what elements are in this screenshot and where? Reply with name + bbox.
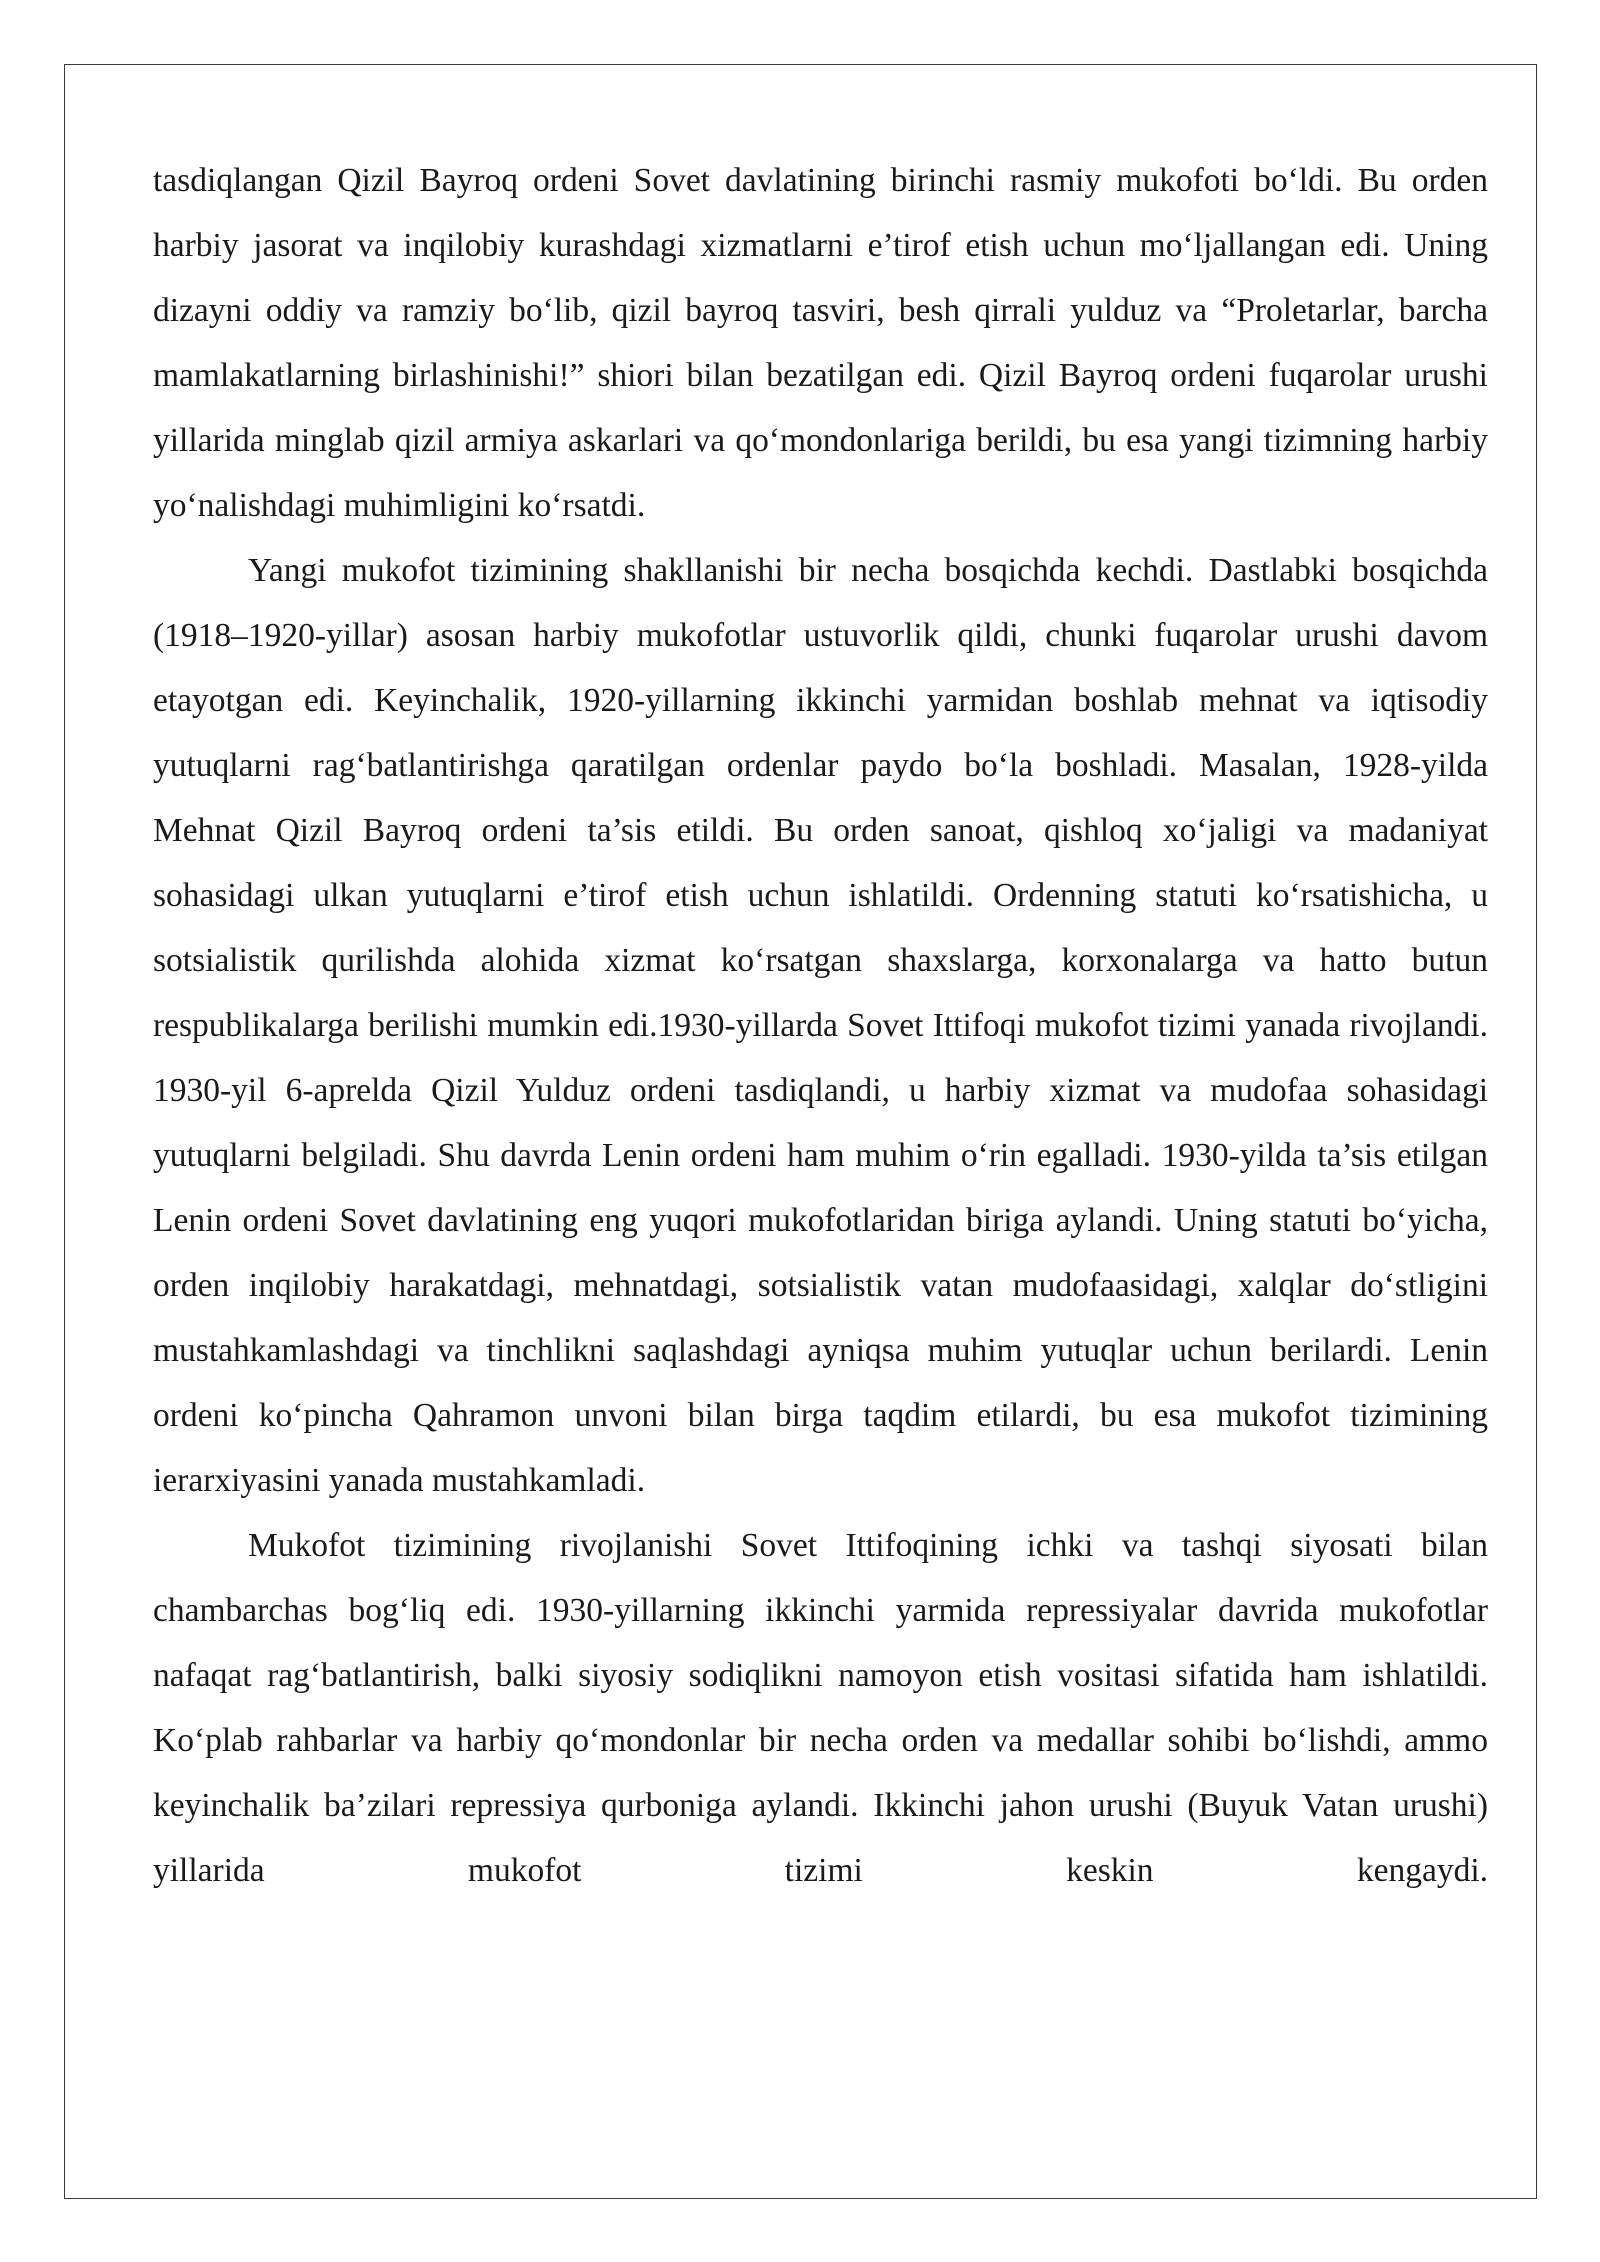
document-body [153,148,1488,1903]
paragraph-3: Mukofot tizimining rivojlanishi Sovet Ittifoqining ichki va tashqi siyosati bilan chambarchas bog‘liq edi. 1930-yillarning ikkinchi yarmida repressiyalar davrida mukofotlar nafaqat rag‘batlantirish, balki siyosiy sodiqlikni namoyon etish vositasi sifatida ham ishlatildi. Ko‘plab rahbarlar va harbiy qo‘mondonlar bir necha orden va medallar sohibi bo‘lishdi, ammo keyinchalik ba’zilari repressiya qurboniga aylandi. Ikkinchi jahon urushi (Buyuk Vatan urushi) yillarida mukofot tizimi keskin kengaydi. [153,1527,1488,1889]
paragraph-2: Yangi mukofot tizimining shakllanishi bir necha bosqichda kechdi. Dastlabki bosqichda (1918–1920-yillar) asosan harbiy mukofotlar ustuvorlik qildi, chunki fuqarolar urushi davom etayotgan edi. Keyinchalik, 1920-yillarning ikkinchi yarmidan boshlab mehnat va iqtisodiy yutuqlarni rag‘batlantirishga qaratilgan ordenlar paydo bo‘la boshladi. Masalan, 1928-yilda Mehnat Qizil Bayroq ordeni ta’sis etildi. Bu orden sanoat, qishloq xo‘jaligi va madaniyat sohasidagi ulkan yutuqlarni e’tirof etish uchun ishlatildi. Ordenning statuti ko‘rsatishicha, u sotsialistik qurilishda alohida xizmat ko‘rsatgan shaxslarga, korxonalarga va hatto butun respublikalarga berilishi mumkin edi.1930-yillarda Sovet Ittifoqi mukofot tizimi yanada rivojlandi. 1930-yil 6-aprelda Qizil Yulduz ordeni tasdiqlandi, u harbiy xizmat va mudofaa sohasidagi yutuqlarni belgiladi. Shu davrda Lenin ordeni ham muhim o‘rin egalladi. 1930-yilda ta’sis etilgan Lenin ordeni Sovet davlatining eng yuqori mukofotlaridan biriga aylandi. Uning statuti bo‘yicha, orden inqilobiy harakatdagi, mehnatdagi, sotsialistik vatan mudofaasidagi, xalqlar do‘stligini mustahkamlashdagi va tinchlikni saqlashdagi ayniqsa muhim yutuqlar uchun berilardi. Lenin ordeni ko‘pincha Qahramon unvoni bilan birga taqdim etilardi, bu esa mukofot tizimining ierarxiyasini yanada mustahkamladi. [153,552,1488,1499]
paragraph-1: tasdiqlangan Qizil Bayroq ordeni Sovet davlatining birinchi rasmiy mukofoti bo‘ldi. Bu orden harbiy jasorat va inqilobiy kurashdagi xizmatlarni e’tirof etish uchun mo‘ljallangan edi. Uning dizayni oddiy va ramziy bo‘lib, qizil bayroq tasviri, besh qirrali yulduz va “Proletarlar, barcha mamlakatlarning birlashinishi!” shiori bilan bezatilgan edi. Qizil Bayroq ordeni fuqarolar urushi yillarida minglab qizil armiya askarlari va qo‘mondonlariga berildi, bu esa yangi tizimning harbiy yo‘nalishdagi muhimligini ko‘rsatdi. [153,162,1488,524]
